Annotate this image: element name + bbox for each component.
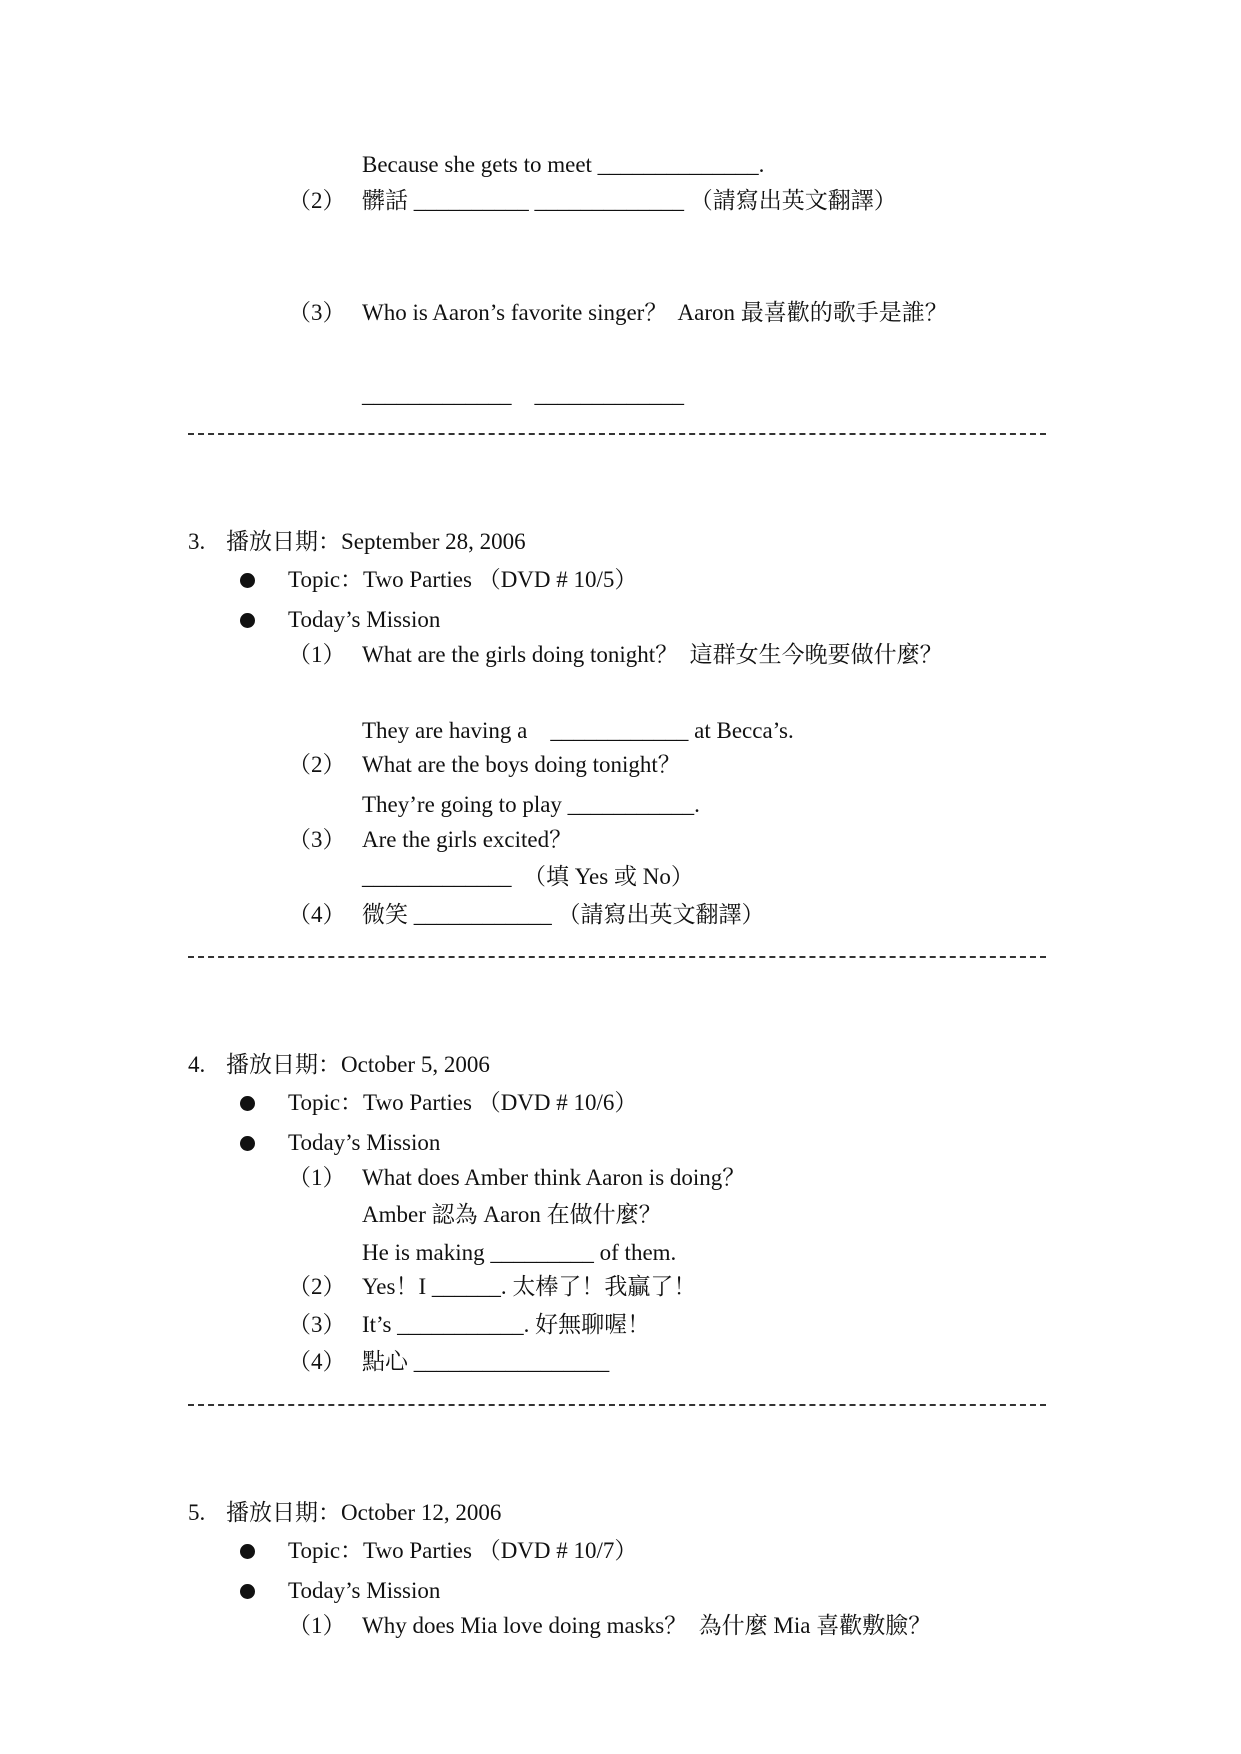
question-number: （1）	[288, 1165, 346, 1190]
broadcast-date: 播放日期：October 12, 2006	[226, 1500, 502, 1525]
question-text: What are the boys doing tonight？	[362, 752, 681, 777]
answer-line: _____________ （填 Yes 或 No）	[362, 864, 694, 889]
question-text: Are the girls excited？	[362, 827, 573, 852]
question-number: （2）	[288, 1274, 346, 1299]
mission-label: Today’s Mission	[288, 607, 441, 632]
mission-label: Today’s Mission	[288, 1578, 441, 1603]
question-number: （3）	[288, 1312, 346, 1337]
answer-line: They are having a ____________ at Becca’s.	[362, 718, 794, 743]
bullet-icon	[240, 613, 255, 628]
topic-line: Topic：Two Parties （DVD # 10/6）	[288, 1090, 638, 1115]
broadcast-date: 播放日期：October 5, 2006	[226, 1052, 490, 1077]
bullet-icon	[240, 1584, 255, 1599]
question-number: （4）	[288, 1349, 346, 1374]
question-number: （2）	[288, 188, 346, 213]
section-divider	[188, 433, 1046, 435]
answer-line: Because she gets to meet ______________.	[362, 152, 765, 177]
question-text: What does Amber think Aaron is doing？	[362, 1165, 746, 1190]
question-number: （1）	[288, 1613, 346, 1638]
answer-line: He is making _________ of them.	[362, 1240, 677, 1265]
question-number: （2）	[288, 752, 346, 777]
bullet-icon	[240, 1136, 255, 1151]
question-text: Yes！I ______. 太棒了！我贏了！	[362, 1274, 697, 1299]
question-text: 髒話 __________ _____________ （請寫出英文翻譯）	[362, 188, 897, 213]
answer-line: They’re going to play ___________.	[362, 792, 700, 817]
topic-line: Topic：Two Parties （DVD # 10/5）	[288, 567, 638, 592]
question-number: （1）	[288, 642, 346, 667]
question-text: 點心 _________________	[362, 1349, 610, 1374]
bullet-icon	[240, 1096, 255, 1111]
question-text: 微笑 ____________ （請寫出英文翻譯）	[362, 902, 765, 927]
section-number: 5.	[188, 1500, 206, 1525]
question-text: What are the girls doing tonight？ 這群女生今晚要做什麼？	[362, 642, 943, 667]
question-text: It’s ___________. 好無聊喔！	[362, 1312, 651, 1337]
answer-line: _____________ _____________	[362, 382, 684, 407]
section-number: 4.	[188, 1052, 206, 1077]
section-divider	[188, 1404, 1046, 1406]
bullet-icon	[240, 1544, 255, 1559]
question-number: （4）	[288, 902, 346, 927]
bullet-icon	[240, 573, 255, 588]
question-text: Why does Mia love doing masks？ 為什麼 Mia 喜歡敷臉？	[362, 1613, 932, 1638]
question-number: （3）	[288, 300, 346, 325]
question-number: （3）	[288, 827, 346, 852]
topic-line: Topic：Two Parties （DVD # 10/7）	[288, 1538, 638, 1563]
section-divider	[188, 956, 1046, 958]
mission-label: Today’s Mission	[288, 1130, 441, 1155]
question-text: Amber 認為 Aaron 在做什麼？	[362, 1202, 662, 1227]
question-text: Who is Aaron’s favorite singer？ Aaron 最喜歡的歌手是誰？	[362, 300, 948, 325]
broadcast-date: 播放日期：September 28, 2006	[226, 529, 526, 554]
section-number: 3.	[188, 529, 206, 554]
